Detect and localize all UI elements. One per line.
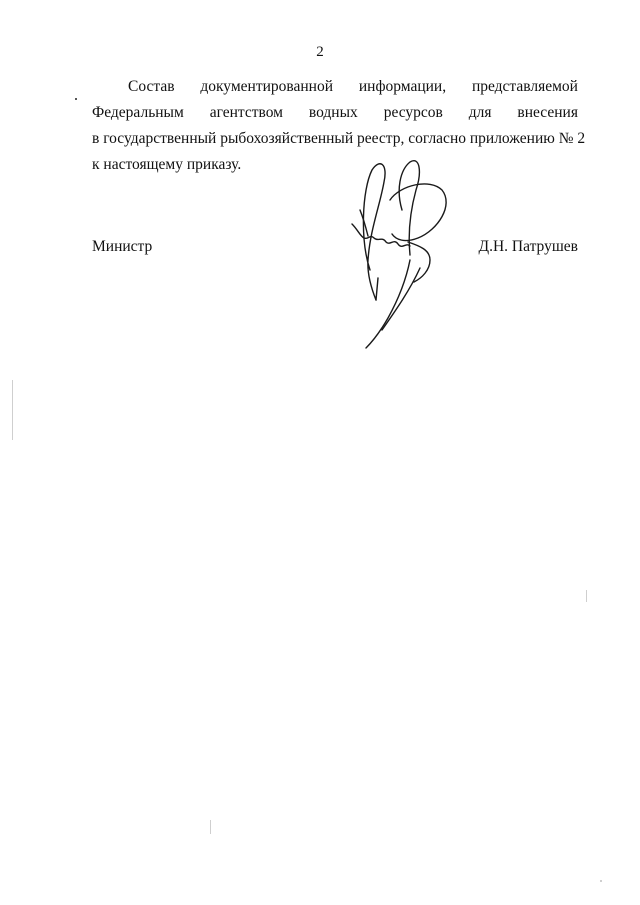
signatory-title: Министр: [92, 238, 153, 255]
paragraph-line-1: [92, 74, 578, 100]
paragraph-line-3: в государственный рыбохозяйственный реестр, согласно приложению № 2: [92, 130, 586, 147]
word: для: [468, 104, 492, 121]
word: ресурсов: [383, 104, 443, 121]
scan-artifact: [12, 380, 13, 440]
word: представляемой: [471, 78, 578, 95]
scan-artifact: [586, 590, 587, 602]
paragraph-line-2: [92, 100, 578, 126]
scan-artifact: [210, 820, 211, 834]
paragraph-line-4: к настоящему приказу.: [92, 156, 242, 173]
word: информации,: [358, 78, 447, 95]
scan-artifact: [600, 880, 602, 882]
page-number: 2: [316, 44, 324, 60]
word: Федеральным: [92, 104, 184, 121]
signatory-name: Д.Н. Патрушев: [478, 238, 578, 255]
scan-dot: [75, 98, 77, 100]
word: агентством: [209, 104, 283, 121]
word: документированной: [200, 78, 334, 95]
handwritten-signature: [330, 150, 470, 355]
word: внесения: [517, 104, 578, 121]
word: водных: [308, 104, 358, 121]
word: Состав: [128, 78, 175, 95]
